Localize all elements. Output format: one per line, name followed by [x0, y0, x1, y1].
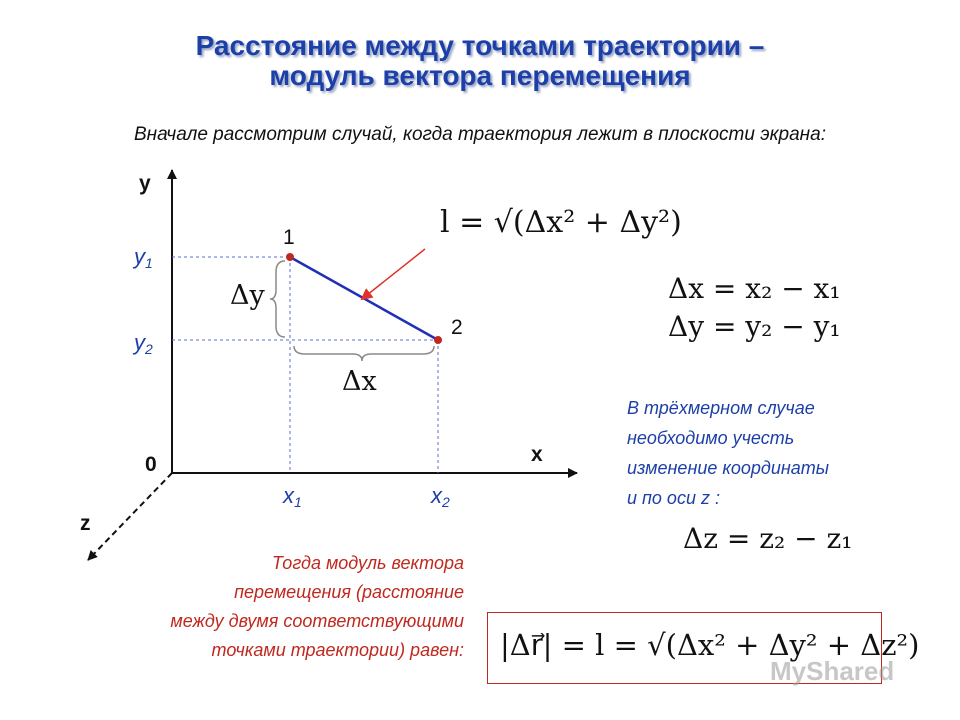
point-2-label: 2	[451, 316, 463, 339]
slide-subtitle: Вначале рассмотрим случай, когда траектория лежит в плоскости экрана:	[134, 124, 826, 145]
x1-label: $x_1$	[283, 483, 302, 510]
y1-label: $y_1$	[134, 244, 153, 271]
conclusion-note-line: между двумя соответствующими	[170, 611, 464, 631]
y2-label: $y_2$	[134, 330, 153, 357]
three-d-note-line: необходимо учесть	[627, 428, 795, 448]
z-axis-label: z	[80, 512, 91, 535]
watermark-logo: MyShared	[770, 656, 895, 686]
conclusion-note-line: перемещения (расстояние	[234, 582, 464, 602]
x2-label: $x_2$	[431, 483, 450, 510]
three-d-note-line: В трёхмерном случае	[627, 398, 815, 418]
y-axis-label: y	[139, 172, 151, 195]
result-formula: |Δr⃗| = l = √(Δx² + Δy² + Δz²)	[500, 628, 920, 662]
conclusion-note-line: Тогда модуль вектора	[271, 553, 464, 573]
slide-title-line2: модуль вектора перемещения	[269, 60, 691, 91]
three-d-note-line: изменение координаты	[627, 458, 830, 478]
brace-dx	[294, 346, 434, 361]
delta-x-formula: Δx = x₂ − x₁	[668, 272, 841, 305]
displacement-vector	[290, 257, 438, 340]
point-2-marker	[434, 336, 442, 344]
x-axis-label: x	[531, 443, 543, 466]
distance-formula: l = √(Δx² + Δy²)	[440, 205, 682, 240]
conclusion-note	[60, 549, 464, 665]
origin-label: 0	[145, 453, 157, 476]
three-d-note-line: и по оси z :	[627, 488, 720, 508]
conclusion-note-line: точками траектории) равен:	[211, 640, 464, 660]
slide-title-line1: Расстояние между точками траектории –	[195, 30, 765, 61]
point-1-marker	[286, 253, 294, 261]
pointer-arrow	[362, 249, 425, 299]
point-1-label: 1	[283, 226, 295, 249]
delta-x-label: Δx	[342, 366, 377, 397]
three-d-note	[627, 393, 829, 513]
brace-dy	[270, 261, 285, 337]
delta-z-formula: Δz = z₂ − z₁	[683, 522, 853, 555]
z-axis	[88, 473, 172, 560]
delta-y-label: Δy	[230, 280, 265, 311]
delta-y-formula: Δy = y₂ − y₁	[668, 310, 841, 343]
